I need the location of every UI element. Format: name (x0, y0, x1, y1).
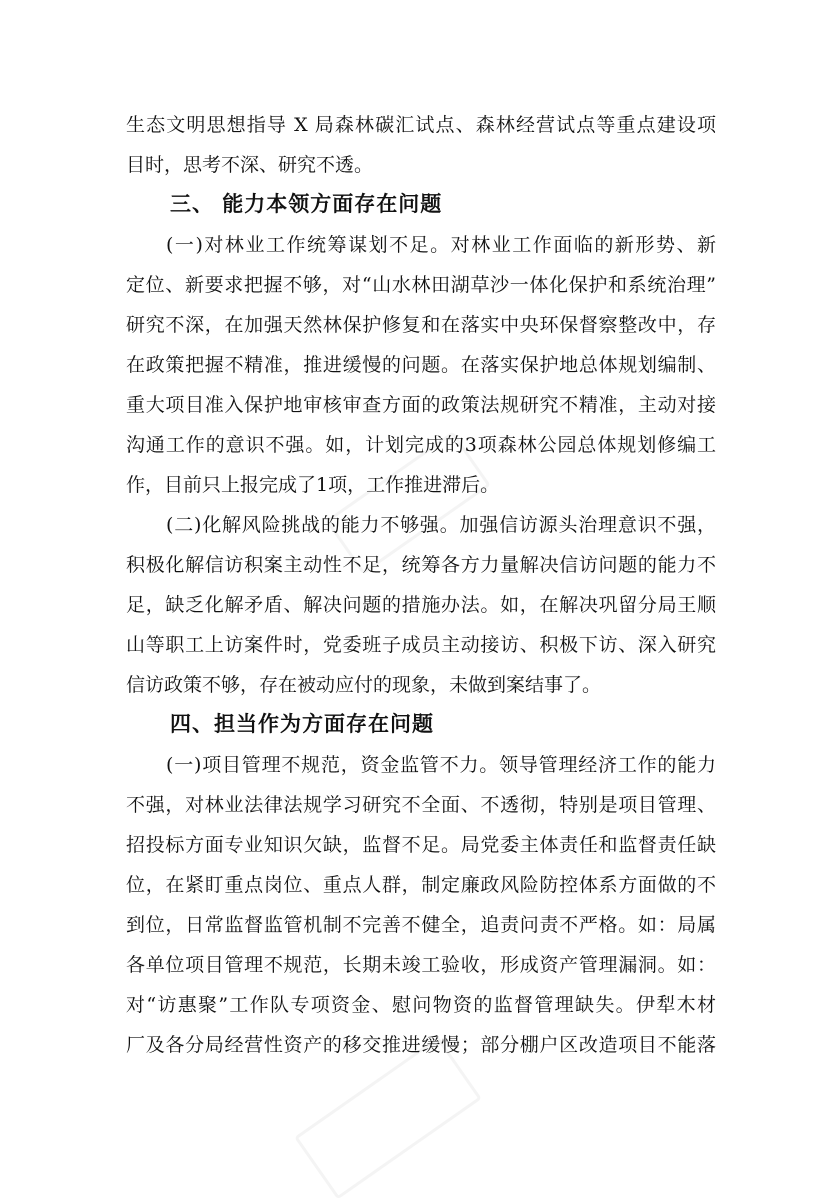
text-line: 沟通工作的意识不强。如，计划完成的3项森林公园总体规划修编工 (126, 434, 716, 456)
text-line: 生态文明思想指导 X 局森林碳汇试点、森林经营试点等重点建设项 (126, 114, 716, 136)
text-line: 作，目前只上报完成了1项，工作推进滞后。 (126, 474, 500, 496)
section-heading: 四、担当作为方面存在问题 (170, 712, 434, 736)
text-line: 在政策把握不精准，推进缓慢的问题。在落实保护地总体规划编制、 (126, 354, 716, 376)
text-line: 定位、新要求把握不够，对“山水林田湖草沙一体化保护和系统治理” (126, 274, 716, 296)
text-line: 积极化解信访积案主动性不足，统筹各方力量解决信访问题的能力不 (126, 554, 716, 576)
text-line: 位，在紧盯重点岗位、重点人群，制定廉政风险防控体系方面做的不 (126, 874, 716, 896)
text-line: 研究不深，在加强天然林保护修复和在落实中央环保督察整改中，存 (126, 314, 716, 336)
text-line: 到位，日常监督监管机制不完善不健全，追责问责不严格。如：局属 (126, 914, 716, 936)
text-line: 厂及各分局经营性资产的移交推进缓慢；部分棚户区改造项目不能落 (126, 1034, 716, 1056)
section-heading: 三、 能力本领方面存在问题 (170, 192, 443, 216)
text-line: 重大项目准入保护地审核审查方面的政策法规研究不精准，主动对接 (126, 394, 716, 416)
text-line: (一)项目管理不规范，资金监管不力。领导管理经济工作的能力 (166, 754, 716, 776)
text-line: 不强，对林业法律法规学习研究不全面、不透彻，特别是项目管理、 (126, 794, 716, 816)
text-line: 招投标方面专业知识欠缺，监督不足。局党委主体责任和监督责任缺 (126, 834, 716, 856)
text-line: (一)对林业工作统筹谋划不足。对林业工作面临的新形势、新 (166, 234, 716, 256)
watermark-stamp (294, 1036, 482, 1199)
text-line: (二)化解风险挑战的能力不够强。加强信访源头治理意识不强， (166, 514, 716, 536)
text-line: 目时，思考不深、研究不透。 (126, 154, 374, 176)
text-line: 对“访惠聚”工作队专项资金、慰问物资的监督管理缺失。伊犁木材 (126, 994, 716, 1016)
text-line: 足，缺乏化解矛盾、解决问题的措施办法。如，在解决巩留分局王顺 (126, 594, 716, 616)
text-line: 信访政策不够，存在被动应付的现象，未做到案结事了。 (126, 674, 602, 696)
text-line: 山等职工上访案件时，党委班子成员主动接访、积极下访、深入研究 (126, 634, 716, 656)
text-line: 各单位项目管理不规范，长期未竣工验收，形成资产管理漏洞。如： (126, 954, 716, 976)
